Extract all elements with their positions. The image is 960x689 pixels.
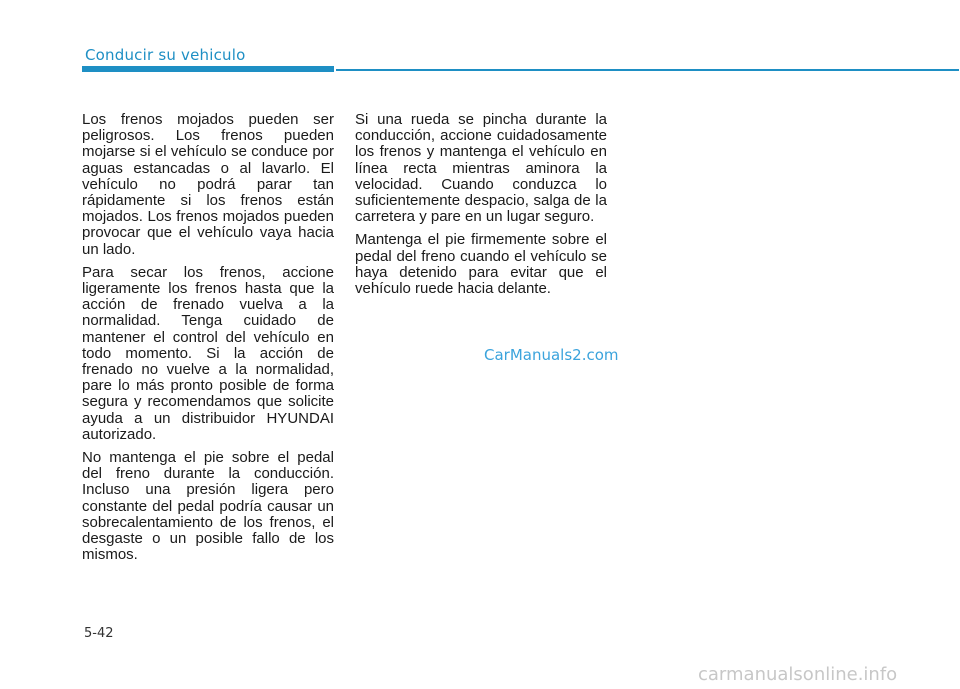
paragraph-wet-brakes: Los frenos mojados pueden ser peligrosos. Los frenos pueden mojarse si el vehículo se conduce por aguas estancadas o al lavarlo. El vehículo no podrá parar tan rápidamente si los frenos están mojados. Los frenos mojados pueden provocar que el vehículo vaya hacia un lado. (82, 111, 334, 258)
paragraph-stopped-vehicle: Mantenga el pie firmemente sobre el pedal del freno cuando el vehículo se haya detenido para evitar que el vehículo ruede hacia delante. (355, 231, 607, 298)
watermark-link[interactable]: CarManuals2.com (484, 346, 619, 364)
footer-watermark: carmanualsonline.info (698, 664, 898, 685)
section-title: Conducir su vehiculo (85, 46, 246, 64)
paragraph-dry-brakes: Para secar los frenos, accione ligeramente los frenos hasta que la acción de frenado vuelva a la normalidad. Tenga cuidado de mantener el control del vehículo en todo momento. Si la acción de frenado no vuelve a la normalidad, pare lo más pronto posible de forma segura y recomendamos que solicite ayuda a un distribuidor HYUNDAI autorizado. (82, 263, 334, 443)
header-bar-thick (82, 66, 334, 72)
page-number: 5-42 (84, 626, 114, 641)
paragraph-flat-tire: Si una rueda se pincha durante la conducción, accione cuidadosamente los frenos y mantenga el vehículo en línea recta mientras aminora la velocidad. Cuando conduzca lo suficientemente despacio, salga de la carretera y pare en un lugar seguro. (355, 111, 607, 226)
left-column (82, 112, 334, 570)
header-bar-thin (336, 69, 959, 71)
right-column (355, 112, 607, 304)
paragraph-foot-on-pedal: No mantenga el pie sobre el pedal del freno durante la conducción. Incluso una presión ligera pero constante del pedal podría causar un sobrecalentamiento de los frenos, el desgaste o un posible fallo de los mismos. (82, 449, 334, 564)
